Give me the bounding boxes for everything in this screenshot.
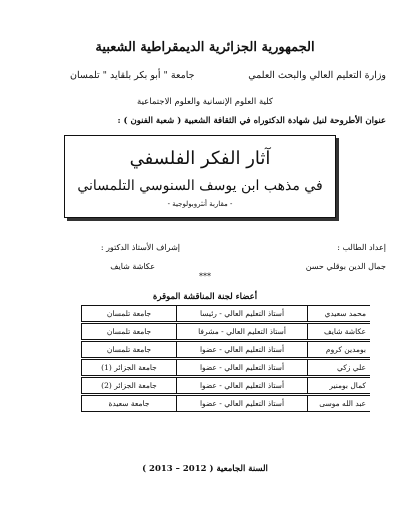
thesis-approach: - مقاربة أنثروبولوجية -	[167, 200, 233, 208]
university-line: جامعة " أبو بكر بلقايد " تلمسان	[70, 70, 195, 81]
jury-member-institution: جامعة تلمسان	[82, 306, 177, 322]
faculty-line: كلية العلوم الإنسانية والعلوم الاجتماعية	[137, 97, 273, 107]
jury-member-rank: أستاذ التعليم العالي - عضوا	[177, 396, 308, 412]
thesis-subtitle: في مذهب ابن يوسف السنوسي التلمساني	[77, 178, 323, 194]
prepared-by-label: إعداد الطالب :	[337, 243, 386, 252]
jury-row	[82, 360, 371, 376]
jury-table-body	[82, 306, 371, 412]
jury-member-name: علي زكي	[308, 360, 371, 376]
thesis-note: عنوان الأطروحة لنيل شهادة الدكتوراه في الثقافة الشعبية ( شعبة الفنون ) :	[117, 116, 386, 126]
jury-member-institution: جامعة تلمسان	[82, 342, 177, 358]
jury-member-name: محمد سعيدي	[308, 306, 371, 322]
thesis-title: آثار الفكر الفلسفي	[129, 148, 271, 169]
student-name: جمال الدين بوقلي حسن	[305, 262, 386, 271]
jury-row	[82, 342, 371, 358]
jury-member-rank: أستاذ التعليم العالي - عضوا	[177, 378, 308, 394]
jury-member-rank: أستاذ التعليم العالي - عضوا	[177, 360, 308, 376]
jury-member-rank: أستاذ التعليم العالي - مشرفا	[177, 324, 308, 340]
jury-title: أعضاء لجنة المناقشة الموقرة	[152, 292, 258, 302]
jury-table	[81, 305, 370, 412]
jury-row	[82, 396, 371, 412]
supervision-label: إشراف الأستاذ الدكتور :	[100, 243, 180, 252]
jury-row	[82, 378, 371, 394]
jury-member-institution: جامعة سعيدة	[82, 396, 177, 412]
title-box	[64, 135, 336, 218]
jury-member-rank: أستاذ التعليم العالي - رئيسا	[177, 306, 308, 322]
jury-member-name: عكاشة شايف	[308, 324, 371, 340]
jury-member-name: عبد الله موسى	[308, 396, 371, 412]
academic-year: السنة الجامعية ( 2012 – 2013 )	[142, 464, 268, 474]
jury-member-name: كمال بومنير	[308, 378, 371, 394]
jury-row	[82, 324, 371, 340]
republic-heading: الجمهورية الجزائرية الديمقراطية الشعبية	[95, 40, 315, 55]
jury-member-institution: جامعة تلمسان	[82, 324, 177, 340]
jury-member-institution: جامعة الجزائر (2)	[82, 378, 177, 394]
separator-stars: ***	[199, 272, 211, 281]
supervisor-name: عكاشة شايف	[110, 262, 155, 271]
jury-member-institution: جامعة الجزائر (1)	[82, 360, 177, 376]
jury-row	[82, 306, 371, 322]
ministry-line: وزارة التعليم العالي والبحث العلمي	[248, 70, 386, 81]
jury-member-name: بومدين كروم	[308, 342, 371, 358]
jury-member-rank: أستاذ التعليم العالي - عضوا	[177, 342, 308, 358]
